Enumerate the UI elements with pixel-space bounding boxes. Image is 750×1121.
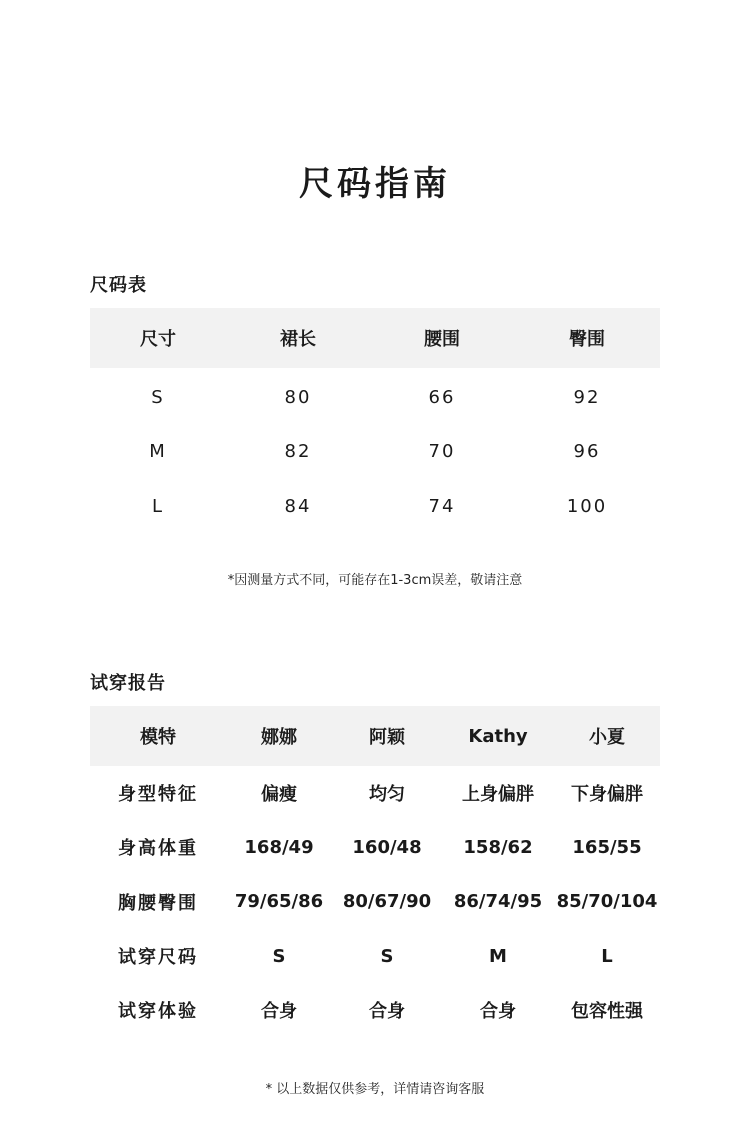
fit-cell: 包容性强 (571, 1001, 643, 1023)
fit-cell: S (272, 945, 286, 967)
size-cell: M (149, 441, 167, 463)
fit-cell: M (489, 945, 507, 967)
fit-report-heading: 试穿报告 (90, 673, 166, 694)
fit-cell: 85/70/104 (556, 891, 658, 913)
size-chart-table (90, 308, 660, 534)
table-row (90, 425, 660, 480)
fit-col-header: 娜娜 (261, 727, 297, 748)
fit-cell: 合身 (369, 1001, 405, 1023)
size-cell: 96 (573, 441, 601, 463)
table-row (90, 875, 660, 929)
size-cell: 66 (428, 386, 456, 408)
size-cell: 80 (284, 386, 312, 408)
fit-cell: L (601, 945, 613, 967)
fit-cell: 79/65/86 (234, 891, 324, 913)
fit-row-label: 胸腰臀围 (118, 892, 198, 914)
fit-row-label: 身型特征 (118, 784, 198, 806)
fit-report-table (90, 706, 660, 1037)
size-chart-heading: 尺码表 (90, 275, 147, 296)
fit-cell: 合身 (480, 1001, 516, 1023)
size-chart-note: *因测量方式不同，可能存在1-3cm误差，敬请注意 (227, 573, 523, 588)
fit-cell: 168/49 (244, 836, 314, 858)
fit-cell: 下身偏胖 (571, 784, 643, 806)
fit-row-label: 试穿体验 (118, 1001, 198, 1023)
size-cell: 84 (284, 495, 312, 517)
fit-cell: 165/55 (572, 836, 642, 858)
size-cell: 74 (428, 495, 456, 517)
size-cell: 92 (573, 386, 601, 408)
fit-row-label: 身高体重 (118, 838, 198, 860)
size-col-header: 臀围 (569, 329, 605, 350)
fit-col-header: Kathy (468, 725, 528, 747)
fit-col-header: 阿颖 (369, 727, 405, 748)
fit-cell: 上身偏胖 (462, 784, 534, 806)
table-row (90, 766, 660, 820)
fit-cell: 合身 (261, 1001, 297, 1023)
size-col-header: 腰围 (424, 329, 460, 350)
fit-cell: 160/48 (352, 836, 422, 858)
size-cell: S (151, 386, 165, 408)
fit-cell: 偏瘦 (261, 784, 297, 806)
fit-cell: 均匀 (369, 784, 405, 806)
fit-cell: 80/67/90 (342, 891, 432, 913)
table-row (90, 983, 660, 1037)
size-col-header: 尺寸 (140, 329, 176, 350)
fit-report-note: * 以上数据仅供参考，详情请咨询客服 (265, 1082, 485, 1097)
table-row (90, 820, 660, 874)
size-cell: 100 (566, 495, 608, 517)
fit-col-header: 小夏 (589, 727, 625, 748)
table-row (90, 929, 660, 983)
fit-col-header: 模特 (140, 727, 176, 748)
table-row (90, 479, 660, 534)
page-title: 尺码指南 (299, 164, 451, 204)
table-row (90, 368, 660, 425)
size-table-header-row (90, 308, 660, 368)
size-col-header: 裙长 (280, 329, 316, 350)
size-cell: 70 (428, 441, 456, 463)
fit-cell: 158/62 (463, 836, 533, 858)
size-cell: L (151, 495, 165, 517)
fit-table-header-row (90, 706, 660, 766)
fit-cell: 86/74/95 (453, 891, 543, 913)
size-cell: 82 (284, 441, 312, 463)
fit-cell: S (380, 945, 394, 967)
fit-row-label: 试穿尺码 (118, 947, 198, 969)
